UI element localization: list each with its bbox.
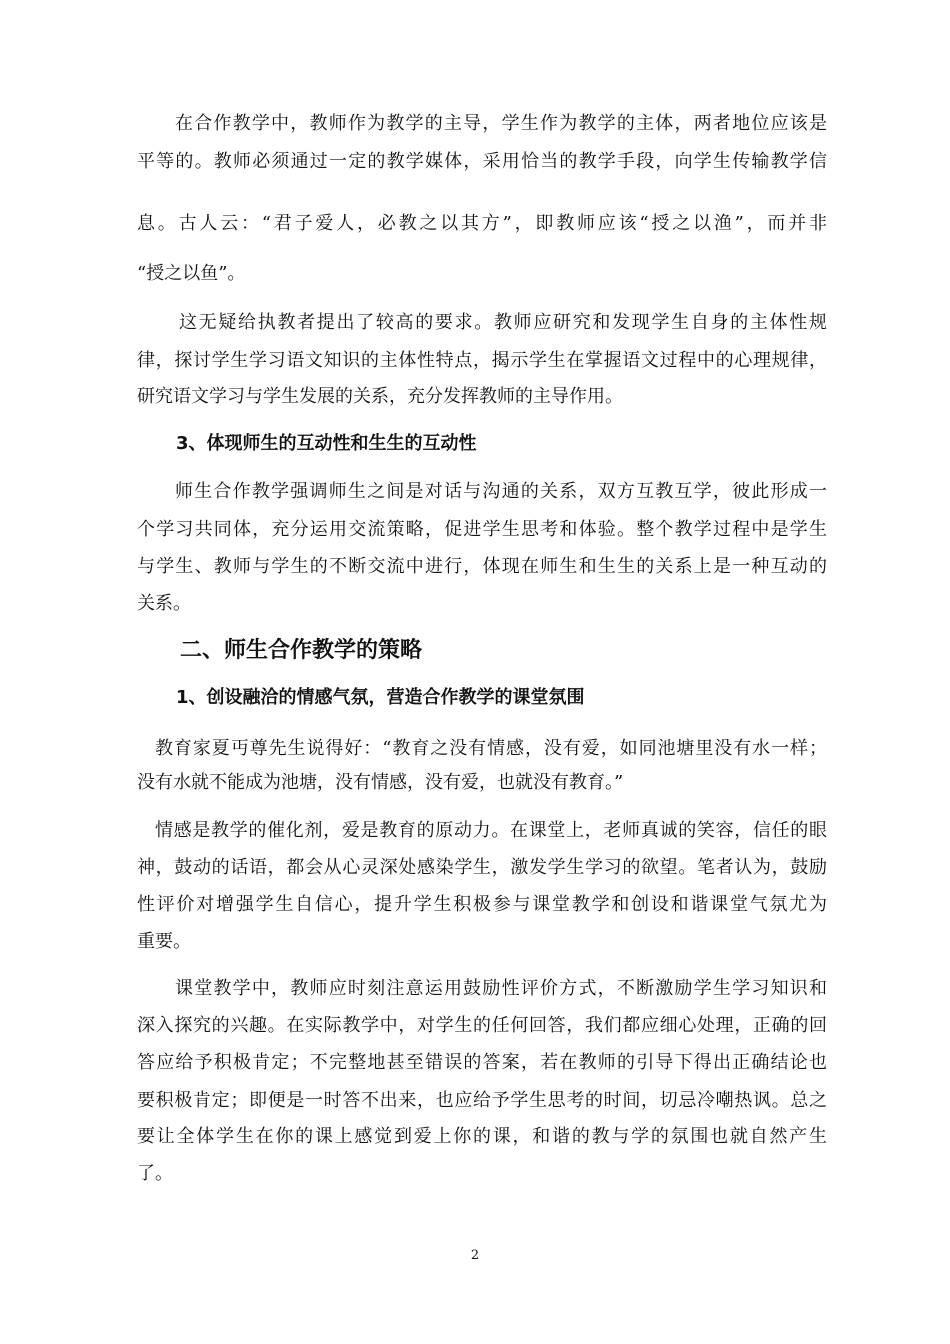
paragraph-3: [137, 480, 827, 504]
section-heading-3: [176, 432, 776, 456]
text-line: 律，探讨学生学习语文知识的主体性特点，揭示学生在掌握语文过程中的心理规律，: [137, 350, 827, 371]
heading-text: 1、创设融洽的情感气氛，营造合作教学的课堂氛围: [176, 687, 585, 708]
text-line: 这无疑给执教者提出了较高的要求。教师应研究和发现学生自身的主体性规: [179, 312, 827, 333]
text-line: 个学习共同体，充分运用交流策略，促进学生思考和体验。整个教学过程中是学生: [137, 519, 827, 540]
paragraph-6-cont3: [137, 1089, 827, 1113]
text-line: 情感是教学的催化剂，爱是教育的原动力。在课堂上，老师真诚的笑容，信任的眼: [155, 820, 827, 841]
section-heading-2: [180, 637, 780, 665]
paragraph-1-cont2: [137, 212, 827, 236]
paragraph-6-cont4: [137, 1125, 827, 1149]
text-line: 答应给予积极肯定；不完整地甚至错误的答案，若在教师的引导下得出正确结论也: [137, 1052, 827, 1073]
paragraph-1-cont: [137, 150, 827, 174]
text-line: 在合作教学中，教师作为教学的主导，学生作为教学的主体，两者地位应该是: [175, 113, 827, 134]
text-line: 研究语文学习与学生发展的关系，充分发挥教师的主导作用。: [137, 386, 623, 407]
paragraph-2-cont: [137, 349, 827, 373]
text-line: 重要。: [137, 931, 191, 952]
paragraph-6-cont2: [137, 1051, 827, 1075]
text-line: 师生合作教学强调师生之间是对话与沟通的关系，双方互教互学，彼此形成一: [175, 481, 827, 502]
text-line: 了。: [137, 1163, 173, 1184]
paragraph-5-cont2: [137, 893, 827, 917]
heading-text: 3、体现师生的互动性和生生的互动性: [176, 433, 477, 454]
paragraph-2: [137, 311, 827, 335]
text-line: 息。古人云：“君子爱人，必教之以其方”，即教师应该“授之以渔”，而并非: [137, 213, 827, 234]
subsection-heading-1: [176, 686, 796, 710]
paragraph-1-cont3: [137, 262, 827, 286]
paragraph-3-cont: [137, 518, 827, 542]
text-line: 要积极肯定；即便是一时答不出来，也应给予学生思考的时间，切忌冷嘲热讽。总之: [137, 1090, 827, 1111]
paragraph-3-cont3: [137, 592, 827, 616]
paragraph-5-cont3: [137, 930, 827, 954]
text-line: 课堂教学中，教师应时刻注意运用鼓励性评价方式，不断激励学生学习知识和: [175, 978, 827, 999]
paragraph-5: [137, 819, 827, 843]
paragraph-2-cont2: [137, 385, 827, 409]
text-line: “授之以鱼”。: [137, 263, 246, 284]
paragraph-1: [137, 112, 827, 136]
text-line: 神，鼓动的话语，都会从心灵深处感染学生，激发学生学习的欲望。笔者认为，鼓励: [137, 857, 827, 878]
text-line: 深入探究的兴趣。在实际教学中，对学生的任何回答，我们都应细心处理，正确的回: [137, 1015, 827, 1036]
text-line: 没有水就不能成为池塘，没有情感，没有爱，也就没有教育。”: [137, 772, 624, 793]
page-number: 2: [470, 1248, 480, 1263]
text-line: 要让全体学生在你的课上感觉到爱上你的课，和谐的教与学的氛围也就自然产生: [137, 1126, 827, 1147]
paragraph-3-cont2: [137, 555, 827, 579]
paragraph-6-cont5: [137, 1162, 827, 1186]
text-line: 平等的。教师必须通过一定的教学媒体，采用恰当的教学手段，向学生传输教学信: [137, 151, 827, 172]
text-line: 与学生、教师与学生的不断交流中进行，体现在师生和生生的关系上是一种互动的: [137, 556, 827, 577]
paragraph-4: [137, 737, 827, 761]
text-line: 教育家夏丏尊先生说得好：“教育之没有情感，没有爱，如同池塘里没有水一样；: [155, 738, 827, 759]
text-line: 性评价对增强学生自信心，提升学生积极参与课堂教学和创设和谐课堂气氛尤为: [137, 894, 827, 915]
paragraph-6-cont: [137, 1014, 827, 1038]
heading-text: 二、师生合作教学的策略: [180, 638, 423, 663]
paragraph-5-cont: [137, 856, 827, 880]
text-line: 关系。: [137, 593, 191, 614]
paragraph-4-cont: [137, 771, 827, 795]
paragraph-6: [137, 977, 827, 1001]
